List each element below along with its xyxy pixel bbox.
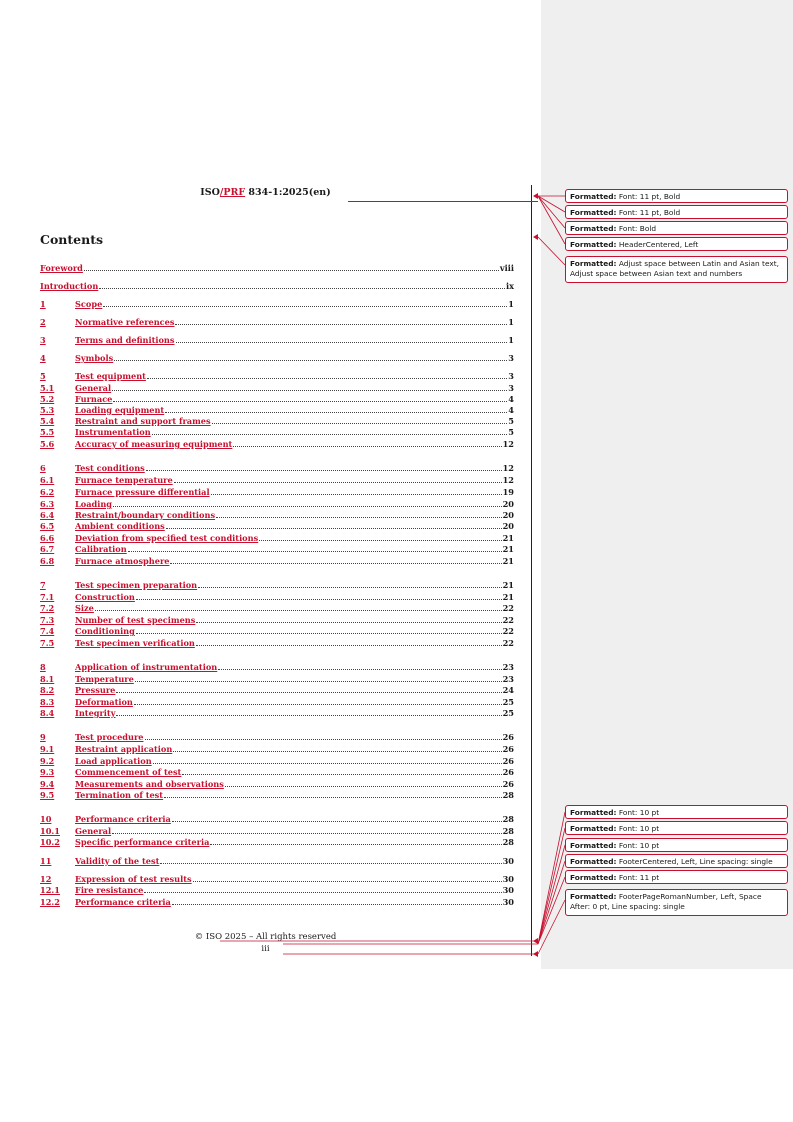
toc-entry-number: 8.1 — [40, 674, 55, 684]
comment-text: Font: 10 pt — [618, 841, 660, 850]
toc-entry-page: 26 — [502, 756, 514, 766]
toc-entry-title[interactable]: Symbols — [75, 353, 114, 363]
toc-entry-page: 26 — [502, 767, 514, 777]
toc-entry-title[interactable]: Commencement of test — [75, 767, 182, 777]
comment-text: FooterPageRomanNumber, Left, Space After: 0 pt, Line spacing: single — [570, 892, 762, 911]
toc-entry-number: 9.5 — [40, 790, 55, 800]
toc-entry-page: 23 — [502, 662, 514, 672]
comment-text: Font: 11 pt, Bold — [618, 208, 681, 217]
toc-entry-number: 3 — [40, 335, 46, 345]
toc-entry-page: ix — [506, 281, 514, 291]
toc-entry-number: 6.1 — [40, 475, 55, 485]
toc-entry-number: 7.2 — [40, 603, 55, 613]
toc-entry-title[interactable]: Expression of test results — [75, 874, 192, 884]
toc-entry-number: 11 — [40, 856, 52, 866]
comment-text: Adjust space between Latin and Asian text, Adjust space between Asian text and numbers — [570, 259, 779, 278]
toc-entry-page: 12 — [502, 475, 514, 485]
toc-entry-title[interactable]: Integrity — [75, 708, 116, 718]
toc-entry-number: 8.3 — [40, 697, 55, 707]
toc-entry-number: 6.6 — [40, 533, 55, 543]
toc-entry-page: 3 — [508, 371, 514, 381]
toc-entry-page: 20 — [502, 499, 514, 509]
toc-entry-number: 5.5 — [40, 427, 55, 437]
toc-entry-number: 5.3 — [40, 405, 55, 415]
toc-entry-number: 6.2 — [40, 487, 55, 497]
toc-entry-number: 8.4 — [40, 708, 55, 718]
toc-entry-page: 5 — [508, 416, 514, 426]
toc-entry-number: 7.4 — [40, 626, 55, 636]
header-rest: 834-1:2025(en) — [245, 187, 331, 198]
toc-entry-page: 22 — [502, 603, 514, 613]
comment-label: Formatted: — [570, 873, 617, 882]
toc-entry-number: 10 — [40, 814, 52, 824]
toc-entry-number: 10.1 — [40, 826, 60, 836]
toc-entry-page: 30 — [502, 874, 514, 884]
contents-heading: Contents — [40, 232, 104, 247]
comment-label: Formatted: — [570, 841, 617, 850]
toc-entry-title[interactable]: Calibration — [75, 544, 127, 554]
comment-text: FooterCentered, Left, Line spacing: single — [618, 857, 773, 866]
toc-entry-title[interactable]: Furnace atmosphere — [75, 556, 170, 566]
toc-entry-page: 21 — [502, 580, 514, 590]
comment-anchor-markers — [533, 193, 538, 957]
toc-entry-page: 22 — [502, 615, 514, 625]
toc-entry-page: 21 — [502, 533, 514, 543]
footer-copyright: © ISO 2025 – All rights reserved — [194, 932, 337, 942]
toc-entry-title[interactable]: Measurements and observations — [75, 779, 224, 789]
toc-entry-number: 5.6 — [40, 439, 55, 449]
toc-entry-page: viii — [499, 263, 514, 273]
toc-entry-title[interactable]: Normative references — [75, 317, 175, 327]
toc-entry-title[interactable]: Temperature — [75, 674, 134, 684]
toc-entry-page: 12 — [502, 463, 514, 473]
toc-entry-number: 6.4 — [40, 510, 55, 520]
toc-entry-number: 6.7 — [40, 544, 55, 554]
comment-text: Font: 10 pt — [618, 808, 660, 817]
toc-entry-page: 26 — [502, 744, 514, 754]
toc-entry-page: 30 — [502, 885, 514, 895]
toc-entry-number: 5.4 — [40, 416, 55, 426]
toc-entry-title[interactable]: Test procedure — [75, 732, 144, 742]
toc-entry-number: 5 — [40, 371, 46, 381]
toc-entry-title[interactable]: Restraint application — [75, 744, 173, 754]
toc-entry-page: 1 — [508, 317, 514, 327]
toc-entry-page: 3 — [508, 383, 514, 393]
toc-entry-number: 2 — [40, 317, 46, 327]
toc-entry-title[interactable]: Ambient conditions — [75, 521, 165, 531]
toc-entry-title[interactable]: Loading — [75, 499, 113, 509]
toc-entry-number: 12.2 — [40, 897, 60, 907]
comment-text: Font: 11 pt, Bold — [618, 192, 681, 201]
toc-entry-title[interactable]: Fire resistance — [75, 885, 144, 895]
toc-entry-page: 5 — [508, 427, 514, 437]
toc-entry-title[interactable]: Test specimen verification — [75, 638, 195, 648]
toc-entry-title[interactable]: Specific performance criteria — [75, 837, 210, 847]
toc-entry-title[interactable]: Size — [75, 603, 94, 613]
comment-label: Formatted: — [570, 259, 617, 268]
toc-entry-title[interactable]: Performance criteria — [75, 814, 171, 824]
toc-entry-page: 25 — [502, 697, 514, 707]
toc-entry-title[interactable]: Construction — [75, 592, 135, 602]
toc-entry-title[interactable]: Introduction — [40, 281, 99, 291]
toc-entry-number: 7.5 — [40, 638, 55, 648]
toc-entry-page: 21 — [502, 556, 514, 566]
toc-entry-number: 7 — [40, 580, 46, 590]
comment-text: HeaderCentered, Left — [618, 240, 699, 249]
toc-entry-page: 22 — [502, 626, 514, 636]
toc-entry-number: 12 — [40, 874, 52, 884]
toc-entry-title[interactable]: Test equipment — [75, 371, 146, 381]
toc-entry-number: 9.3 — [40, 767, 55, 777]
toc-entry-title[interactable]: General — [75, 826, 112, 836]
toc-entry-number: 6.8 — [40, 556, 55, 566]
toc-entry-page: 26 — [502, 779, 514, 789]
toc-entry-title[interactable]: Furnace — [75, 394, 113, 404]
toc-entry-number: 12.1 — [40, 885, 60, 895]
comment-label: Formatted: — [570, 824, 617, 833]
toc-entry-title[interactable]: General — [75, 383, 112, 393]
comment-label: Formatted: — [570, 240, 617, 249]
toc-entry-title[interactable]: Loading equipment — [75, 405, 165, 415]
toc-entry-page: 23 — [502, 674, 514, 684]
toc-entry-title[interactable]: Test conditions — [75, 463, 145, 473]
footer-page-number: iii — [261, 944, 270, 954]
toc-entry-page: 12 — [502, 439, 514, 449]
toc-entry-title[interactable]: Instrumentation — [75, 427, 151, 437]
toc-entry-page: 28 — [502, 837, 514, 847]
toc-entry-number: 8 — [40, 662, 46, 672]
toc-entry-page: 26 — [502, 732, 514, 742]
toc-entry-title[interactable]: Accuracy of measuring equipment — [75, 439, 233, 449]
toc-entry-number: 5.2 — [40, 394, 55, 404]
toc-entry-title[interactable]: Terms and definitions — [75, 335, 175, 345]
toc-entry-page: 28 — [502, 814, 514, 824]
comment-label: Formatted: — [570, 808, 617, 817]
toc-entry-number: 9.1 — [40, 744, 55, 754]
toc-entry-page: 21 — [502, 592, 514, 602]
comment-label: Formatted: — [570, 857, 617, 866]
toc-entry-page: 19 — [502, 487, 514, 497]
toc-entry-page: 21 — [502, 544, 514, 554]
toc-entry-title[interactable]: Test specimen preparation — [75, 580, 198, 590]
toc-entry-title[interactable]: Load application — [75, 756, 152, 766]
toc-entry-page: 4 — [508, 405, 514, 415]
toc-entry-title[interactable]: Deviation from specified test conditions — [75, 533, 259, 543]
toc-entry-page: 1 — [508, 335, 514, 345]
toc-entry-page: 20 — [502, 521, 514, 531]
toc-entry-title[interactable]: Pressure — [75, 685, 116, 695]
comment-text: Font: Bold — [618, 224, 657, 233]
toc-entry-page: 28 — [502, 790, 514, 800]
toc-entry-title[interactable]: Conditioning — [75, 626, 135, 636]
toc-entry-title[interactable]: Foreword — [40, 263, 83, 273]
toc-entry-page: 22 — [502, 638, 514, 648]
toc-entry-number: 1 — [40, 299, 46, 309]
toc-entry-title[interactable]: Scope — [75, 299, 103, 309]
toc-entry-page: 1 — [508, 299, 514, 309]
toc-entry-number: 9.2 — [40, 756, 55, 766]
toc-entry-number: 5.1 — [40, 383, 55, 393]
toc-entry-number: 6 — [40, 463, 46, 473]
toc-entry-page: 30 — [502, 856, 514, 866]
toc-entry-number: 10.2 — [40, 837, 60, 847]
toc-entry-number: 7.1 — [40, 592, 55, 602]
toc-entry-title[interactable]: Restraint/boundary conditions — [75, 510, 216, 520]
toc-entry-number: 6.5 — [40, 521, 55, 531]
header-insertion: /PRF — [219, 187, 246, 198]
toc-entry-number: 6.3 — [40, 499, 55, 509]
toc-entry-page: 24 — [502, 685, 514, 695]
toc-entry-title[interactable]: Validity of the test — [75, 856, 160, 866]
toc-entry-title[interactable]: Termination of test — [75, 790, 164, 800]
toc-entry-page: 25 — [502, 708, 514, 718]
comment-label: Formatted: — [570, 192, 617, 201]
comment-text: Font: 11 pt — [618, 873, 660, 882]
comment-label: Formatted: — [570, 208, 617, 217]
toc-entry-page: 20 — [502, 510, 514, 520]
toc-entry-page: 28 — [502, 826, 514, 836]
toc-entry-page: 30 — [502, 897, 514, 907]
comment-text: Font: 10 pt — [618, 824, 660, 833]
toc-entry-title[interactable]: Deformation — [75, 697, 133, 707]
toc-entry-number: 9.4 — [40, 779, 55, 789]
toc-entry-title[interactable]: Performance criteria — [75, 897, 171, 907]
toc-entry-page: 4 — [508, 394, 514, 404]
toc-entry-title[interactable]: Furnace temperature — [75, 475, 173, 485]
toc-entry-page: 3 — [508, 353, 514, 363]
comment-label: Formatted: — [570, 892, 617, 901]
toc-entry-number: 4 — [40, 353, 46, 363]
toc-entry-number: 7.3 — [40, 615, 55, 625]
toc-entry-title[interactable]: Restraint and support frames — [75, 416, 211, 426]
toc-entry-number: 8.2 — [40, 685, 55, 695]
comment-label: Formatted: — [570, 224, 617, 233]
toc-entry-title[interactable]: Application of instrumentation — [75, 662, 218, 672]
toc-entry-title[interactable]: Furnace pressure differential — [75, 487, 210, 497]
toc-entry-title[interactable]: Number of test specimens — [75, 615, 196, 625]
toc-entry-number: 9 — [40, 732, 46, 742]
header-prefix: ISO — [200, 187, 220, 198]
